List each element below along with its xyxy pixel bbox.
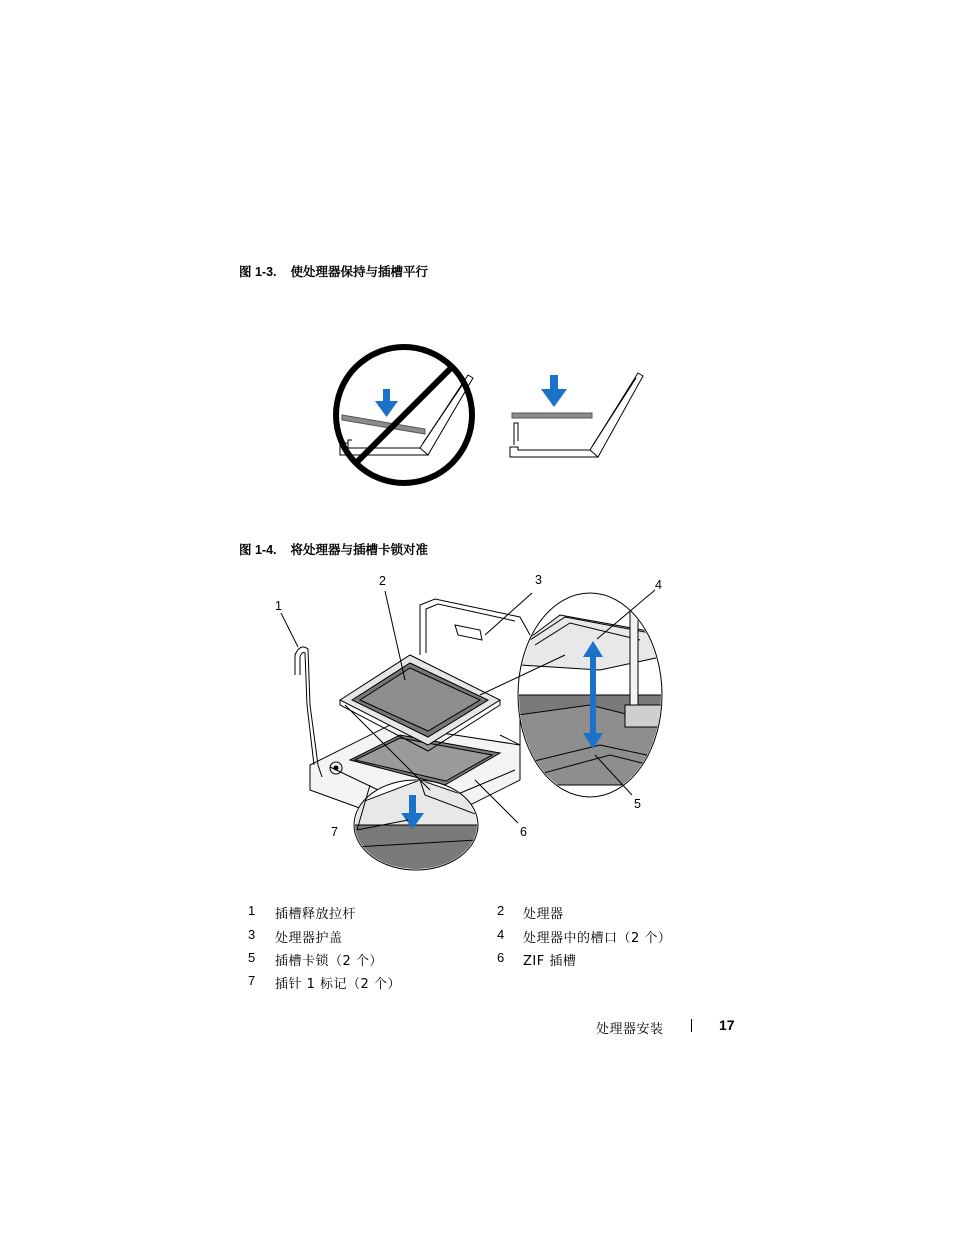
figure-title: 将处理器与插槽卡锁对准 <box>290 542 429 557</box>
notch-detail-magnifier <box>518 593 670 797</box>
legend-text: 处理器护盖 <box>275 931 343 946</box>
legend-number: 4 <box>497 927 505 942</box>
figure-1-4-illustration <box>270 585 670 875</box>
legend-number: 5 <box>248 950 256 965</box>
footer-section-title: 处理器安装 <box>596 1022 664 1037</box>
legend-text: ZIF 插槽 <box>523 954 577 969</box>
down-arrow-icon <box>541 375 567 407</box>
correct-insertion-diagram <box>510 373 643 457</box>
callout-2: 2 <box>379 574 386 588</box>
legend-number: 2 <box>497 903 505 918</box>
figure-number: 图 1-3. <box>239 265 277 279</box>
legend-text: 插槽卡锁（2 个） <box>275 954 383 969</box>
legend-number: 3 <box>248 927 256 942</box>
figure-title: 使处理器保持与插槽平行 <box>290 264 429 279</box>
figure-caption-1-4 <box>239 540 428 558</box>
callout-1: 1 <box>275 599 282 613</box>
pin1-detail-magnifier <box>354 780 478 875</box>
figure-1-3-illustration <box>320 335 660 500</box>
callout-7: 7 <box>331 825 338 839</box>
legend-text: 处理器中的槽口（2 个） <box>523 931 672 946</box>
legend-number: 7 <box>248 973 256 988</box>
legend-text: 处理器 <box>523 907 564 922</box>
callout-3: 3 <box>535 573 542 587</box>
page-number: 17 <box>719 1017 735 1033</box>
legend-number: 6 <box>497 950 505 965</box>
callout-4: 4 <box>655 578 662 592</box>
legend-text: 插槽释放拉杆 <box>275 907 357 922</box>
figure-number: 图 1-4. <box>239 543 277 557</box>
processor-chip <box>340 655 500 751</box>
down-arrow-icon <box>375 389 398 417</box>
legend-number: 1 <box>248 903 256 918</box>
footer-separator <box>691 1019 692 1032</box>
callout-6: 6 <box>520 825 527 839</box>
figure-caption-1-3 <box>239 262 428 280</box>
legend-text: 插针 1 标记（2 个） <box>275 977 401 992</box>
callout-5: 5 <box>634 797 641 811</box>
